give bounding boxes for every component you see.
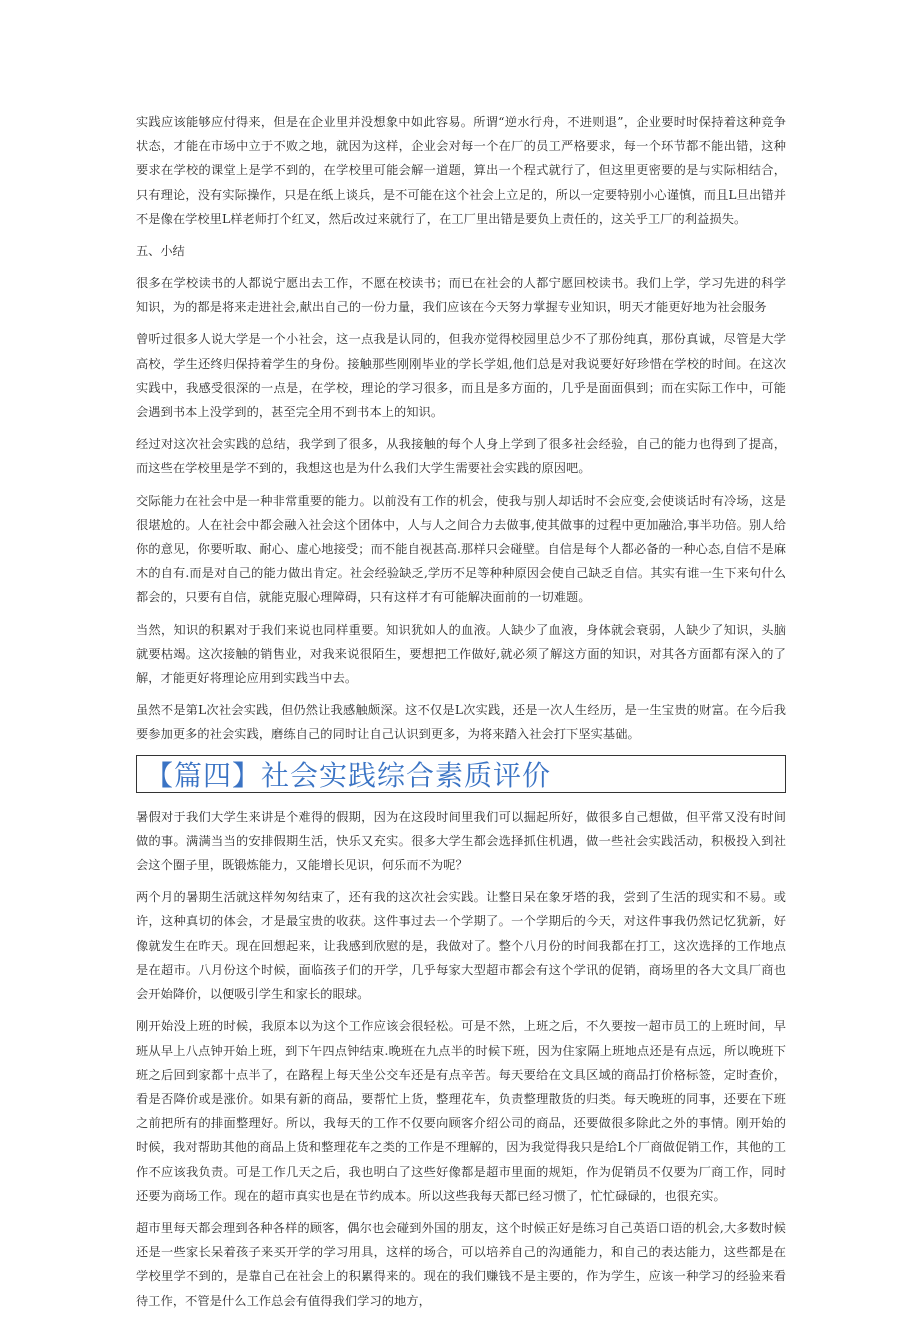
document-page: [136, 110, 786, 1321]
paragraph-two-months: 两个月的暑期生活就这样匆匆结束了，还有我的这次社会实践。让整日呆在象牙塔的我，尝到了生活的现实和不易。或许，这种真切的体会，才是最宝贵的收获。这件事过去一个学期了。一个学期后的今天，对这件事我仍然记忆犹新，好像就发生在昨天。现在回想起来，让我感到欣慰的是，我做对了。整个八月份的时间我都在打工，这次选择的工作地点是在超市。八月份这个时候，面临孩子们的开学，几乎每家大型超市都会有这个学讯的促销，商场里的各大文具厂商也会开始降价，以便吸引学生和家长的眼球。: [136, 890, 786, 1002]
paragraph-practice-summary: 经过对这次社会实践的总结，我学到了很多，从我接触的每个人身上学到了很多社会经验，自己的能力也得到了提高，而这些在学校里是学不到的，我想这也是为什么我们大学生需要社会实践的原因吧。: [136, 437, 786, 476]
paragraph-university-society: 曾听过很多人说大学是一个小社会，这一点我是认同的，但我亦觉得校园里总少不了那份纯真，那份真诚，尽管是大学高校，学生还终归保持着学生的身份。接触那些刚刚毕业的学长学姐,他们总是对我说要好好珍惜在学校的时间。在这次实践中，我感受很深的一点是，在学校，理论的学习很多，而且是多方面的，几乎是面面俱到；而在实际工作中，可能会遇到书本上没学到的，甚至完全用不到书本上的知识。: [136, 332, 786, 420]
paragraph-work-schedule: 刚开始没上班的时候，我原本以为这个工作应该会很轻松。可是不然，上班之后，不久要按一超市员工的上班时间，早班从早上八点钟开始上班，到下午四点钟结束.晚班在九点半的时候下班，因为住家隔上班地点还是有点远，所以晚班下班之后回到家都十点半了，在路程上每天坐公交车还是有点辛苦。每天要给在文具区域的商品打价格标签，定时查价，看是否降价或是涨价。如果有新的商品，要帮忙上货，整理花车，负责整理散货的归类。每天晚班的同事，还要在下班之前把所有的排面整理好。所以，我每天的工作不仅要向顾客介绍公司的商品，还要做很多除此之外的事情。刚开始的时候，我对帮助其他的商品上货和整理花车之类的工作是不理解的，因为我觉得我只是给L个厂商做促销工作，其他的工作不应该我负责。可是工作几天之后，我也明白了这些好像都是超市里面的规矩，作为促销员不仅要为厂商工作，同时还要为商场工作。现在的超市真实也是在节约成本。所以这些我每天都已经习惯了，忙忙碌碌的，也很充实。: [136, 1019, 786, 1203]
paragraph-enterprise-practice: 实践应该能够应付得来，但是在企业里并没想象中如此容易。所谓“逆水行舟，不进则退”，企业要时时保持着这种竞争状态，才能在市场中立于不败之地，就因为这样，企业会对每一个在厂的员工严格要求，每一个环节都不能出错，这种要求在学校的课堂上是学不到的，在学校里可能会解一道题，算出一个程式就行了，但这里更密要的是与实际相结合，只有理论，没有实际操作，只是在纸上谈兵，是不可能在这个社会上立足的，所以一定要特别小心谨慎，而且L旦出错并不是像在学校里L样老师打个红叉，然后改过来就行了，在工厂里出错是要负上责任的，这关乎工厂的利益损失。: [136, 115, 786, 226]
paragraph-study-vs-work: 很多在学校读书的人都说宁愿出去工作，不愿在校读书；而已在社会的人都宁愿回校读书。我们上学，学习先进的科学知识，为的都是将来走进社会,献出自己的一份力量，我们应该在今天努力掌握专业知识，明天才能更好地为社会服务: [136, 276, 786, 315]
paragraph-communication-skills: 交际能力在社会中是一种非常重要的能力。以前没有工作的机会，使我与别人却话时不会应变,会使谈话时有冷场，这是很堪尬的。人在社会中都会融入社会这个团体中，人与人之间合力去做事,使其做事的过程中更加融洽,事半功倍。别人给你的意见，你要听取、耐心、虚心地接受；而不能自视甚高.那样只会碰壁。自信是每个人都必备的一种心态,自信不是麻木的自有.而是对自己的能力做出肯定。社会经验缺乏,学历不足等种种原因会使自己缺乏自信。其实有谁一生下来句什么都会的，只要有自信，就能克服心理障碍，只有这样才有可能解决面前的一切难题。: [136, 493, 786, 605]
paragraph-conclusion: 虽然不是第L次社会实践，但仍然让我感触颇深。这不仅是L次实践，还是一次人生经历，是一生宝贵的财富。在今后我要参加更多的社会实践，磨练自己的同时让自己认识到更多，为将来踏入社会打下坚实基础。: [136, 703, 786, 742]
paragraph-knowledge: 当然，知识的积累对于我们来说也同样重要。知识犹如人的血液。人缺少了血液，身体就会衰弱，人缺少了知识，头脑就要枯竭。这次接触的销售业，对我来说很陌生，要想把工作做好,就必须了解这方面的知识，对其各方面都有深入的了解，才能更好将理论应用到实践当中去。: [136, 622, 786, 686]
section-heading-summary: 五、小结: [136, 244, 185, 259]
paragraph-customers: 超市里每天都会理到各种各样的顾客，偶尔也会碰到外国的朋友，这个时候正好是练习自己英语口语的机会,大多数时候还是一些家长呆着孩子来买开学的学习用具，这样的场合，可以培养自己的沟通能力，和自己的表达能力，这些都是在学校里学不到的，是靠自己在社会上的积累得来的。现在的我们赚钱不是主要的，作为学生，应该一种学习的经验来看待工作，不管是什么工作总会有值得我们学习的地方，: [136, 1220, 786, 1308]
section-title: 【篇四】社会实践综合素质评价: [145, 758, 552, 792]
paragraph-summer-holiday: 暑假对于我们大学生来讲是个难得的假期，因为在这段时间里我们可以掘起所好，做很多自己想做，但平常又没有时间做的事。满满当当的安排假期生活，快乐又充实。很多大学生都会选择抓住机遇，做一些社会实践活动，积极投入到社会这个圈子里，既锻炼能力，又能增长见识，何乐而不为呢？: [136, 809, 786, 873]
section-title-box: [136, 755, 786, 793]
